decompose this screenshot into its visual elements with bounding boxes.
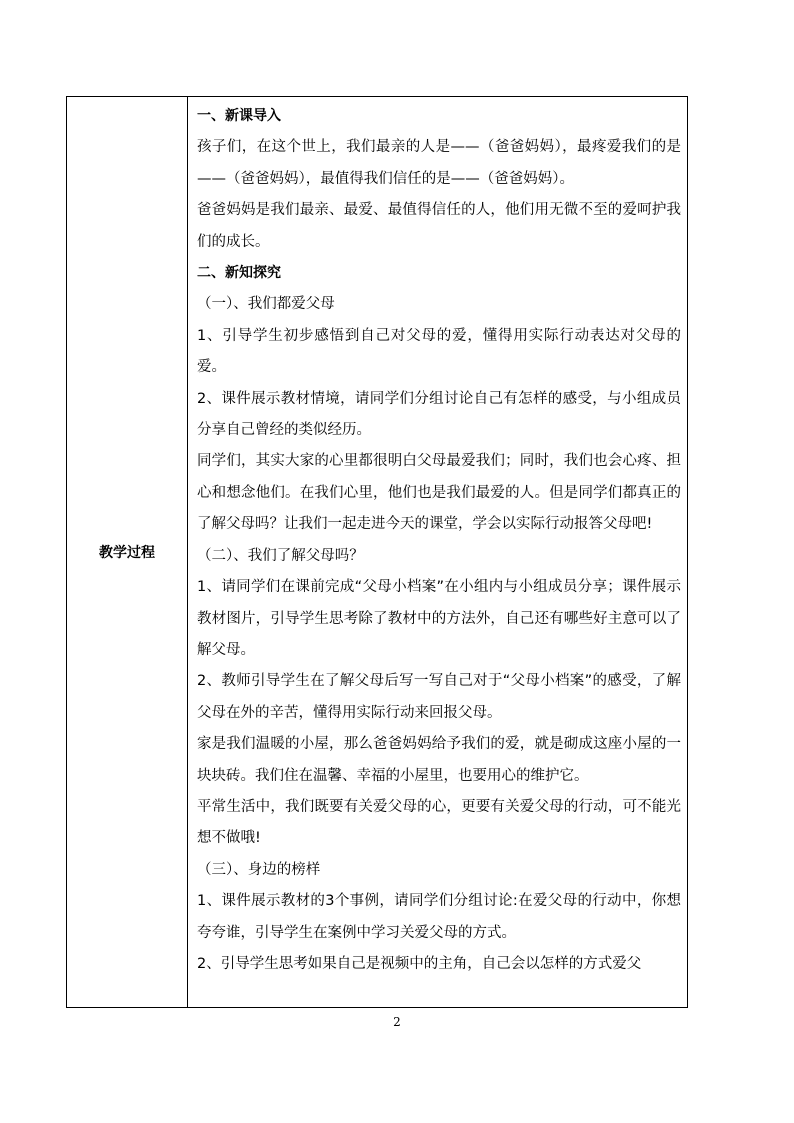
section-heading: 一、新课导入 [197, 108, 281, 124]
content-paragraph: 平常生活中，我们既要有关爱父母的心，更要有关爱父母的行动，可不能光想不做哦! [197, 798, 681, 847]
content-paragraph: 1、引导学生初步感悟到自己对父母的爱，懂得用实际行动表达对父母的爱。 [197, 327, 681, 376]
content-paragraph: （一）、我们都爱父母 [197, 296, 335, 313]
section-content-cell [188, 97, 688, 1008]
page-number: 2 [393, 1015, 401, 1029]
content-paragraph: （二）、我们了解父母吗？ [197, 547, 364, 564]
content-paragraph: 2、引导学生思考如果自己是视频中的主角，自己会以怎样的方式爱父 [197, 955, 642, 972]
section-label-cell [67, 97, 188, 1008]
content-paragraph: 1、课件展示教材的3个事例，请同学们分组讨论:在爱父母的行动中，你想夸夸谁，引导学生在案例中学习关爱父母的方式。 [197, 893, 681, 941]
content-paragraph: 2、课件展示教材情境，请同学们分组讨论自己有怎样的感受，与小组成员分享自己曾经的类似经历。 [197, 390, 681, 439]
lesson-content [188, 97, 687, 980]
lesson-plan-table [66, 96, 688, 1008]
section-label: 教学过程 [99, 545, 155, 561]
content-paragraph: 孩子们，在这个世上，我们最亲的人是——（爸爸妈妈），最疼爱我们的是——（爸爸妈妈），最值得我们信任的是——（爸爸妈妈）。 [197, 139, 681, 187]
content-paragraph: 爸爸妈妈是我们最亲、最爱、最值得信任的人，他们用无微不至的爱呵护我们的成长。 [197, 202, 681, 250]
section-heading: 二、新知探究 [197, 265, 281, 282]
content-paragraph: 2、教师引导学生在了解父母后写一写自己对于“父母小档案”的感受，了解父母在外的辛苦，懂得用实际行动来回报父母。 [197, 673, 681, 721]
content-paragraph: 1、请同学们在课前完成“父母小档案”在小组内与小组成员分享；课件展示教材图片，引导学生思考除了教材中的方法外，自己还有哪些好主意可以了解父母。 [197, 579, 681, 658]
table-row [67, 97, 688, 1008]
content-paragraph: （三）、身边的榜样 [197, 861, 321, 878]
content-paragraph: 同学们，其实大家的心里都很明白父母最爱我们；同时，我们也会心疼、担心和想念他们。在我们心里，他们也是我们最爱的人。但是同学们都真正的了解父母吗？让我们一起走进今天的课堂，学会以实际行动报答父母吧! [197, 453, 681, 533]
content-paragraph: 家是我们温暖的小屋，那么爸爸妈妈给予我们的爱，就是砌成这座小屋的一块块砖。我们住在温馨、幸福的小屋里，也要用心的维护它。 [197, 736, 681, 784]
